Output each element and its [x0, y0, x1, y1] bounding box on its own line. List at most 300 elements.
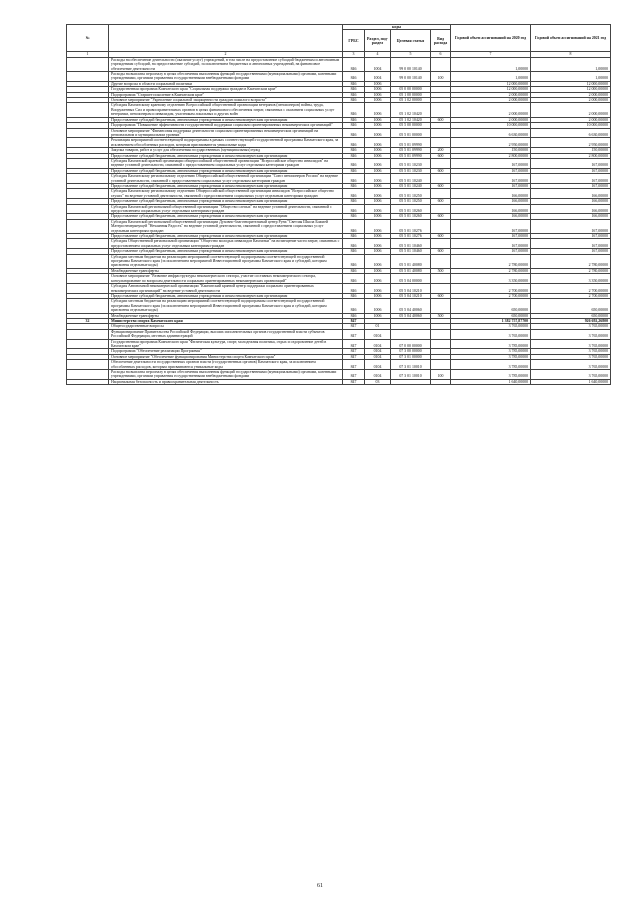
section-code-cell: 1006: [365, 92, 391, 97]
section-code-cell: 1006: [365, 299, 391, 313]
amount-2021-cell: 1,00000: [531, 72, 611, 82]
target-article-cell: 05 5 04 00000: [391, 274, 431, 284]
table-row: [67, 379, 611, 384]
target-article-cell: 05 5 01 10230: [391, 168, 431, 173]
amount-2020-cell: 167,00000: [451, 219, 531, 233]
target-article-cell: 05 5 01 10250: [391, 199, 431, 204]
amount-2020-cell: 2 000,00000: [451, 92, 531, 97]
expense-type-cell: [431, 284, 451, 294]
item-name-cell: Предоставление субсидий бюджетным, автономным учреждениям и иным некоммерческим организациям: [109, 293, 343, 298]
grbs-code-cell: 846: [343, 138, 365, 148]
amount-2021-cell: 166,00000: [531, 189, 611, 199]
target-article-cell: 05 5 01 09990: [391, 148, 431, 153]
amount-2020-cell: 2 700,00000: [451, 284, 531, 294]
target-article-header: Целевая статья: [391, 30, 431, 52]
expense-type-header: Вид расхода: [431, 30, 451, 52]
amount-2021-cell: 167,00000: [531, 183, 611, 188]
amount-2021-cell: 166,00000: [531, 199, 611, 204]
section-code-cell: 1006: [365, 123, 391, 128]
grbs-code-cell: 846: [343, 103, 365, 117]
expense-type-cell: [431, 274, 451, 284]
item-name-cell: Субсидия Камчатской региональной общественной организации "Общество слепых" на ведение уставной деятельности, связанной с предоставлением социальных услуг отдельным категориям граждан: [109, 204, 343, 214]
item-name-cell: Расходы на выплаты персоналу в целях обеспечения выполнения функций государственными (муниципальными) органами, казенными учреждениями, органами управления государственными внебюджетными фондами: [109, 72, 343, 82]
item-name-cell: Основное мероприятие "Укрепление социальной защищенности граждан пожилого возраста": [109, 98, 343, 103]
amount-2021-cell: 2 700,00000: [531, 293, 611, 298]
target-article-cell: 05 5 01 40080: [391, 268, 431, 273]
grbs-code-cell: 846: [343, 168, 365, 173]
amount-2020-cell: 166,00000: [451, 199, 531, 204]
expense-type-cell: [431, 204, 451, 214]
expense-type-cell: [431, 329, 451, 339]
grbs-code-cell: 846: [343, 57, 365, 71]
table-row: [67, 254, 611, 268]
grbs-code-cell: 846: [343, 268, 365, 273]
grbs-code-cell: 846: [343, 92, 365, 97]
item-name-cell: Предоставление субсидий бюджетным, автономным учреждениям и иным некоммерческим организациям: [109, 183, 343, 188]
amount-2021-cell: 3 765,00000: [531, 349, 611, 354]
grbs-code-cell: 846: [343, 204, 365, 214]
section-code-cell: 01: [365, 324, 391, 329]
section-code-cell: 1006: [365, 234, 391, 239]
section-code-cell: 0104: [365, 339, 391, 349]
expense-type-cell: 600: [431, 153, 451, 158]
grbs-code-cell: 846: [343, 189, 365, 199]
amount-2020-cell: 2 000,00000: [451, 98, 531, 103]
table-row: [67, 274, 611, 284]
amount-2020-cell: 2 780,00000: [451, 254, 531, 268]
grbs-code-cell: 847: [343, 339, 365, 349]
section-header: Раздел, под-раздел: [365, 30, 391, 52]
amount-2021-cell: 2 000,00000: [531, 103, 611, 117]
table-row: [67, 204, 611, 214]
item-name-cell: Предоставление субсидий бюджетным, автономным учреждениям и иным некоммерческим организациям: [109, 199, 343, 204]
grbs-code-cell: 846: [343, 128, 365, 138]
item-name-cell: Субсидия Камчатской региональной общественной организации Духовно-благотворительный центр Руна "Светлая Школа Божией Матери немеркнущей "Нечаянная Радость" на ведение уставной деятельности, связанной с предоставлением социальных услуг отдельным категориям граждан: [109, 219, 343, 233]
row-number-cell: [67, 379, 109, 384]
row-number-cell: [67, 138, 109, 148]
item-name-cell: Субсидии местным бюджетам на реализацию мероприятий соответствующей подпрограммы соответствующей государственной программы Камчатского края (за исключением мероприятий Инвестиционной программы Камчатского края и субсидий, которым присвоены отдельные коды): [109, 254, 343, 268]
section-code-cell: 1006: [365, 254, 391, 268]
amount-2020-cell: 1 640,00000: [451, 379, 531, 384]
amount-2021-cell: 3 765,00000: [531, 329, 611, 339]
table-row: [67, 370, 611, 380]
section-code-cell: 1006: [365, 204, 391, 214]
item-name-cell: Обеспечение деятельности государственных органов власти (государственных органов) Камчатского края, за исключением обособленных расходов, которым присваиваются уникальные коды: [109, 360, 343, 370]
grbs-code-cell: 846: [343, 254, 365, 268]
amount-2020-cell: 2 000,00000: [451, 103, 531, 117]
grbs-code-cell: 847: [343, 318, 365, 323]
amount-2020-cell: 167,00000: [451, 174, 531, 184]
grbs-code-cell: 847: [343, 370, 365, 380]
section-code-cell: 1006: [365, 128, 391, 138]
expense-type-cell: 600: [431, 168, 451, 173]
section-code-cell: 1006: [365, 274, 391, 284]
item-name-cell: Предоставление субсидий бюджетным, автономным учреждениям и иным некоммерческим организациям: [109, 249, 343, 254]
amount-2020-cell: 3 785,00000: [451, 360, 531, 370]
section-code-cell: 1006: [365, 158, 391, 168]
section-code-cell: 03: [365, 379, 391, 384]
expense-type-cell: 600: [431, 249, 451, 254]
index-cell: 4: [365, 52, 391, 57]
grbs-code-cell: 846: [343, 153, 365, 158]
target-article-cell: 05 1 02 00000: [391, 98, 431, 103]
grbs-code-cell: 846: [343, 214, 365, 219]
amount-2020-cell: 10 000,00000: [451, 123, 531, 128]
target-article-cell: 05 5 01 10460: [391, 249, 431, 254]
target-article-cell: [391, 329, 431, 339]
grbs-code-cell: 846: [343, 98, 365, 103]
grbs-code-cell: 846: [343, 239, 365, 249]
item-name-cell: Государственная программа Камчатского края "Социальная поддержка граждан в Камчатском крае": [109, 87, 343, 92]
target-article-cell: 99 0 00 10140: [391, 72, 431, 82]
section-code-cell: 1006: [365, 174, 391, 184]
table-row: [67, 299, 611, 313]
amount-2021-cell: 3 765,00000: [531, 360, 611, 370]
amount-2020-cell: 3 765,00000: [451, 329, 531, 339]
amount-2021-cell: 926 692,26800: [531, 318, 611, 323]
grbs-code-cell: 846: [343, 284, 365, 294]
target-article-cell: 05 5 04 10210: [391, 293, 431, 298]
amount-2020-cell: 167,00000: [451, 239, 531, 249]
grbs-code-cell: 847: [343, 329, 365, 339]
target-article-cell: [391, 379, 431, 384]
item-name-cell: Субсидия Камчатскому краевому отделению Всероссийской общественной организации ветеранов (пенсионеров) войны, труда, Вооруженных Сил и правоохранительных органов в целях финансового обеспечения затрат, связанных с оказанием социальных услуг ветеранам, пенсионерам и инвалидам, участникам локальных и других войн: [109, 103, 343, 117]
section-code-cell: 1006: [365, 313, 391, 318]
expense-type-cell: [431, 158, 451, 168]
target-article-cell: 05 0 00 00000: [391, 87, 431, 92]
expense-type-cell: 100: [431, 72, 451, 82]
target-article-cell: 99 0 00 10140: [391, 57, 431, 71]
target-article-cell: 05 5 01 10240: [391, 183, 431, 188]
amount-2021-cell: 2 700,00000: [531, 284, 611, 294]
item-name-cell: Расходы на выплаты персоналу в целях обеспечения выполнения функций государственными (муниципальными) органами, казенными учреждениями, органами управления государственными внебюджетными фондами: [109, 370, 343, 380]
grbs-code-cell: 846: [343, 249, 365, 254]
section-code-cell: 1006: [365, 183, 391, 188]
section-code-cell: 1006: [365, 284, 391, 294]
amount-2020-cell: 2 000,00000: [451, 117, 531, 122]
section-code-cell: 1006: [365, 214, 391, 219]
row-number-cell: [67, 158, 109, 168]
item-name-cell: Расходы на обеспечение деятельности (оказание услуг) учреждений, в том числе на предоставление субсидий бюджетным и автономным учреждениям субсидий, на предоставление субсидий, за исключением бюджетных и автономных учреждений, на финансовое обеспечение деятельности: [109, 57, 343, 71]
section-code-cell: 1006: [365, 293, 391, 298]
item-name-cell: Предоставление субсидий бюджетным, автономным учреждениям и иным некоммерческим организациям: [109, 168, 343, 173]
target-article-cell: 05 5 01 10260: [391, 214, 431, 219]
codes-header: коды: [343, 25, 451, 30]
target-article-cell: 07 3 00 00000: [391, 349, 431, 354]
section-code-cell: 1006: [365, 249, 391, 254]
expense-type-cell: [431, 138, 451, 148]
amount-2021-cell: 12 000,00000: [531, 81, 611, 86]
target-article-cell: 05 5 01 09990: [391, 153, 431, 158]
item-name-cell: Закупка товаров, работ и услуг для обеспечения государственных (муниципальных) нужд: [109, 148, 343, 153]
amount-2021-cell: 3 765,00000: [531, 324, 611, 329]
amount-2020-cell: 6 630,00000: [451, 128, 531, 138]
item-name-cell: Подпрограмма "Старшее поколение в Камчатском крае": [109, 92, 343, 97]
row-number-cell: [67, 299, 109, 313]
expense-type-cell: [431, 360, 451, 370]
grbs-code-cell: 846: [343, 174, 365, 184]
table-row: [67, 138, 611, 148]
amount-2021-cell: 2 780,00000: [531, 254, 611, 268]
amount-2020-cell: 167,00000: [451, 168, 531, 173]
grbs-code-cell: 846: [343, 158, 365, 168]
amount-2021-cell: 166,00000: [531, 214, 611, 219]
item-name-cell: Предоставление субсидий бюджетным, автономным учреждениям и иным некоммерческим организациям: [109, 214, 343, 219]
section-code-cell: 1006: [365, 148, 391, 153]
table-row: [67, 158, 611, 168]
amount-2021-cell: 1,00000: [531, 57, 611, 71]
table-row: [67, 239, 611, 249]
grbs-code-cell: 847: [343, 360, 365, 370]
grbs-code-cell: 847: [343, 379, 365, 384]
grbs-code-cell: 846: [343, 148, 365, 153]
section-code-cell: 1006: [365, 103, 391, 117]
index-cell: 1: [67, 52, 109, 57]
target-article-cell: 05 5 01 10460: [391, 239, 431, 249]
target-article-cell: 07 3 01 10010: [391, 370, 431, 380]
target-article-cell: 05 1 00 00000: [391, 92, 431, 97]
index-cell: 5: [391, 52, 431, 57]
budget-table: [66, 24, 611, 385]
target-article-cell: 05 5 01 40080: [391, 254, 431, 268]
item-name-cell: Национальная безопасность и правоохранительная деятельность: [109, 379, 343, 384]
expense-type-cell: [431, 299, 451, 313]
grbs-code-cell: 847: [343, 324, 365, 329]
item-name-cell: Межбюджетные трансферты: [109, 313, 343, 318]
target-article-cell: 05 5 04 40060: [391, 313, 431, 318]
amount-2021-cell: 6 630,00000: [531, 128, 611, 138]
item-name-cell: Субсидия Общественной региональной организации "Общество молодых инвалидов Камчатки" на возмещение части затрат, связанных с предоставлением социальных услуг отдельным категориям граждан: [109, 239, 343, 249]
section-code-cell: 0104: [365, 349, 391, 354]
index-cell: 2: [109, 52, 343, 57]
target-article-cell: 05 5 01 10230: [391, 158, 431, 168]
amount-2021-cell: 2 780,00000: [531, 268, 611, 273]
amount-2020-cell: 12 000,00000: [451, 87, 531, 92]
item-name-cell: Субсидия Автономной некоммерческой организации "Камчатский краевой центр поддержки социально ориентированных некоммерческих организаций" на ведение уставной деятельности: [109, 284, 343, 294]
row-number-cell: [67, 360, 109, 370]
target-article-cell: 05 5 01 10276: [391, 219, 431, 233]
amount-2021-cell: 3 350,00000: [531, 274, 611, 284]
grbs-code-cell: 847: [343, 349, 365, 354]
target-article-cell: 05 5 01 00000: [391, 128, 431, 138]
amount-2021-cell: 2 000,00000: [531, 117, 611, 122]
year-2020-header: Годовой объем ассигнований на 2020 год: [451, 25, 531, 52]
row-number-cell: [67, 239, 109, 249]
expense-type-cell: 100: [431, 370, 451, 380]
expense-type-cell: 200: [431, 148, 451, 153]
amount-2021-cell: 10 000,00000: [531, 123, 611, 128]
amount-2020-cell: 12 000,00000: [451, 81, 531, 86]
table-row: [67, 360, 611, 370]
item-name-cell: Основное мероприятие "Обеспечение функционирования Министерства спорта Камчатского края": [109, 354, 343, 359]
item-name-cell: Субсидия Камчатской краевой организации общероссийской общественной организации "Всероссийское общество инвалидов" на ведение уставной деятельности, связанной с предоставлением социальных услуг отдельным категориям граждан: [109, 158, 343, 168]
amount-2020-cell: 2 950,00000: [451, 138, 531, 148]
item-name-cell: Реализация мероприятий соответствующей подпрограммы в рамках соответствующей государственной программы Камчатского края, за исключением обособленных расходов, которым присваиваются уникальные коды: [109, 138, 343, 148]
section-code-cell: 1006: [365, 138, 391, 148]
amount-2020-cell: 2 780,00000: [451, 268, 531, 273]
expense-type-cell: 600: [431, 214, 451, 219]
item-name-cell: Субсидии местным бюджетам на реализацию мероприятий соответствующей подпрограммы соответствующей государственной программы Камчатского края (за исключением мероприятий Инвестиционной программы Камчатского края и субсидий, которым присвоены отдельные коды): [109, 299, 343, 313]
table-row: [67, 103, 611, 117]
target-article-cell: 05 5 00 00000: [391, 123, 431, 128]
num-header: №: [67, 25, 109, 52]
expense-type-cell: [431, 57, 451, 71]
section-code-cell: 0104: [365, 329, 391, 339]
section-code-cell: 1004: [365, 72, 391, 82]
amount-2020-cell: 3 350,00000: [451, 274, 531, 284]
section-code-cell: 1006: [365, 268, 391, 273]
item-name-cell: Субсидия Камчатскому региональному отделению Общероссийской общественной организации "Союз пенсионеров России" на ведение уставной деятельности, связанной с предоставлением социальных услуг отдельным категориям граждан: [109, 174, 343, 184]
table-row: [67, 339, 611, 349]
amount-2020-cell: 650,00000: [451, 313, 531, 318]
row-number-cell: [67, 329, 109, 339]
amount-2021-cell: 650,00000: [531, 313, 611, 318]
grbs-code-cell: 846: [343, 234, 365, 239]
item-name-cell: Субсидия Камчатскому региональному отделению Общероссийской общественной организации инвалидов "Всероссийское общество глухих" на ведение уставной деятельности, связанной с предоставлением социальных услуг отдельным категориям граждан: [109, 189, 343, 199]
row-number-cell: [67, 339, 109, 349]
row-number-cell: [67, 254, 109, 268]
grbs-code-cell: 846: [343, 299, 365, 313]
item-name-cell: Предоставление субсидий бюджетным, автономным учреждениям и иным некоммерческим организациям: [109, 117, 343, 122]
amount-2020-cell: 1 382 757,87700: [451, 318, 531, 323]
item-name-cell: Основное мероприятие "Финансовая поддержка деятельности социально ориентированных некоммерческих организаций на региональном и муниципальном уровнях": [109, 128, 343, 138]
amount-2021-cell: 3 765,00000: [531, 339, 611, 349]
amount-2020-cell: 2 700,00000: [451, 293, 531, 298]
row-number-cell: [67, 189, 109, 199]
section-code-cell: 1006: [365, 87, 391, 92]
grbs-code-cell: 846: [343, 274, 365, 284]
table-row: [67, 72, 611, 82]
amount-2020-cell: 167,00000: [451, 249, 531, 254]
row-number-cell: [67, 284, 109, 294]
section-code-cell: 1006: [365, 239, 391, 249]
index-cell: 7: [451, 52, 531, 57]
amount-2020-cell: 166,00000: [451, 189, 531, 199]
document-page: [66, 24, 610, 385]
item-name-cell: Предоставление субсидий бюджетным, автономным учреждениям и иным некоммерческим организациям: [109, 153, 343, 158]
amount-2021-cell: 167,00000: [531, 174, 611, 184]
row-number-cell: [67, 204, 109, 214]
amount-2021-cell: 167,00000: [531, 168, 611, 173]
grbs-code-cell: 846: [343, 123, 365, 128]
amount-2021-cell: 2 800,00000: [531, 153, 611, 158]
amount-2020-cell: 3 785,00000: [451, 339, 531, 349]
index-cell: 8: [531, 52, 611, 57]
section-code-cell: 1004: [365, 57, 391, 71]
amount-2020-cell: 650,00000: [451, 299, 531, 313]
amount-2020-cell: 3 765,00000: [451, 324, 531, 329]
grbs-code-cell: 846: [343, 293, 365, 298]
item-name-cell: Государственная программа Камчатского края "Физическая культура, спорт, молодежная политика, отдых и оздоровление детей в Камчатском крае": [109, 339, 343, 349]
section-code-cell: 1006: [365, 81, 391, 86]
target-article-cell: 07 3 01 10010: [391, 360, 431, 370]
amount-2020-cell: 166,00000: [451, 214, 531, 219]
amount-2021-cell: 12 000,00000: [531, 87, 611, 92]
table-row: [67, 284, 611, 294]
section-code-cell: 0104: [365, 360, 391, 370]
table-row: [67, 329, 611, 339]
target-article-cell: 05 5 01 10276: [391, 234, 431, 239]
expense-type-cell: [431, 219, 451, 233]
section-code-cell: 1006: [365, 153, 391, 158]
target-article-cell: 05 1 02 10420: [391, 103, 431, 117]
target-article-cell: 05 5 04 10210: [391, 284, 431, 294]
section-code-cell: 0104: [365, 370, 391, 380]
amount-2020-cell: 166,00000: [451, 204, 531, 214]
section-code-cell: 1006: [365, 189, 391, 199]
target-article-cell: 05 5 01 10250: [391, 189, 431, 199]
table-row: [67, 189, 611, 199]
grbs-code-cell: 846: [343, 313, 365, 318]
item-name-cell: Основное мероприятие "Развитие инфраструктуры некоммерческого сектора, участие составных некоммерческого сектора, консультирование по вопросам деятельности социально ориентированных некоммерческих организаций": [109, 274, 343, 284]
grbs-code-cell: 846: [343, 219, 365, 233]
expense-type-cell: 600: [431, 117, 451, 122]
expense-type-cell: 600: [431, 293, 451, 298]
item-name-cell: Подпрограмма "Повышение эффективности государственной поддержки социально ориентированных некоммерческих организаций": [109, 123, 343, 128]
table-row: [67, 219, 611, 233]
index-cell: 6: [431, 52, 451, 57]
target-article-cell: 05 5 01 10240: [391, 174, 431, 184]
expense-type-cell: [431, 379, 451, 384]
amount-2021-cell: 2 950,00000: [531, 138, 611, 148]
grbs-header: ГРБС: [343, 30, 365, 52]
expense-type-cell: [431, 174, 451, 184]
row-number-cell: [67, 103, 109, 117]
amount-2020-cell: 3 785,00000: [451, 370, 531, 380]
expense-type-cell: 600: [431, 183, 451, 188]
expense-type-cell: 600: [431, 199, 451, 204]
amount-2021-cell: 2 000,00000: [531, 98, 611, 103]
grbs-code-cell: 846: [343, 183, 365, 188]
table-row: [67, 174, 611, 184]
expense-type-cell: [431, 254, 451, 268]
amount-2021-cell: 167,00000: [531, 249, 611, 254]
section-code-cell: 0104: [365, 354, 391, 359]
amount-2021-cell: 167,00000: [531, 158, 611, 168]
name-header: [109, 25, 343, 52]
section-code-cell: 1006: [365, 168, 391, 173]
amount-2020-cell: 1,00000: [451, 72, 531, 82]
section-code-cell: 1006: [365, 219, 391, 233]
row-number-cell: [67, 72, 109, 82]
row-number-cell: [67, 370, 109, 380]
expense-type-cell: [431, 239, 451, 249]
grbs-code-cell: 846: [343, 81, 365, 86]
amount-2020-cell: 3 785,00000: [451, 354, 531, 359]
item-name-cell: Подпрограмма "Обеспечение реализации Программы": [109, 349, 343, 354]
target-article-cell: 05 1 02 10420: [391, 117, 431, 122]
page-number: 61: [317, 883, 323, 889]
row-number-cell: [67, 57, 109, 71]
grbs-code-cell: 846: [343, 199, 365, 204]
year-2021-header: Годовой объем ассигнований на 2021 год: [531, 25, 611, 52]
expense-type-cell: 500: [431, 313, 451, 318]
expense-type-cell: [431, 189, 451, 199]
row-number-cell: [67, 219, 109, 233]
amount-2021-cell: 2 000,00000: [531, 92, 611, 97]
row-number-cell: [67, 174, 109, 184]
grbs-code-cell: 846: [343, 87, 365, 92]
amount-2021-cell: 150,00000: [531, 148, 611, 153]
amount-2021-cell: 167,00000: [531, 219, 611, 233]
table-row: [67, 57, 611, 71]
table-row: [67, 128, 611, 138]
item-name-cell: Другие вопросы в области социальной политики: [109, 81, 343, 86]
target-article-cell: 07 3 01 00000: [391, 354, 431, 359]
item-name-cell: Функционирование Правительства Российской Федерации, высших исполнительных органов государственной власти субъектов Российской Федерации, местных администраций: [109, 329, 343, 339]
target-article-cell: 05 5 01 09990: [391, 138, 431, 148]
section-code-cell: 1006: [365, 98, 391, 103]
